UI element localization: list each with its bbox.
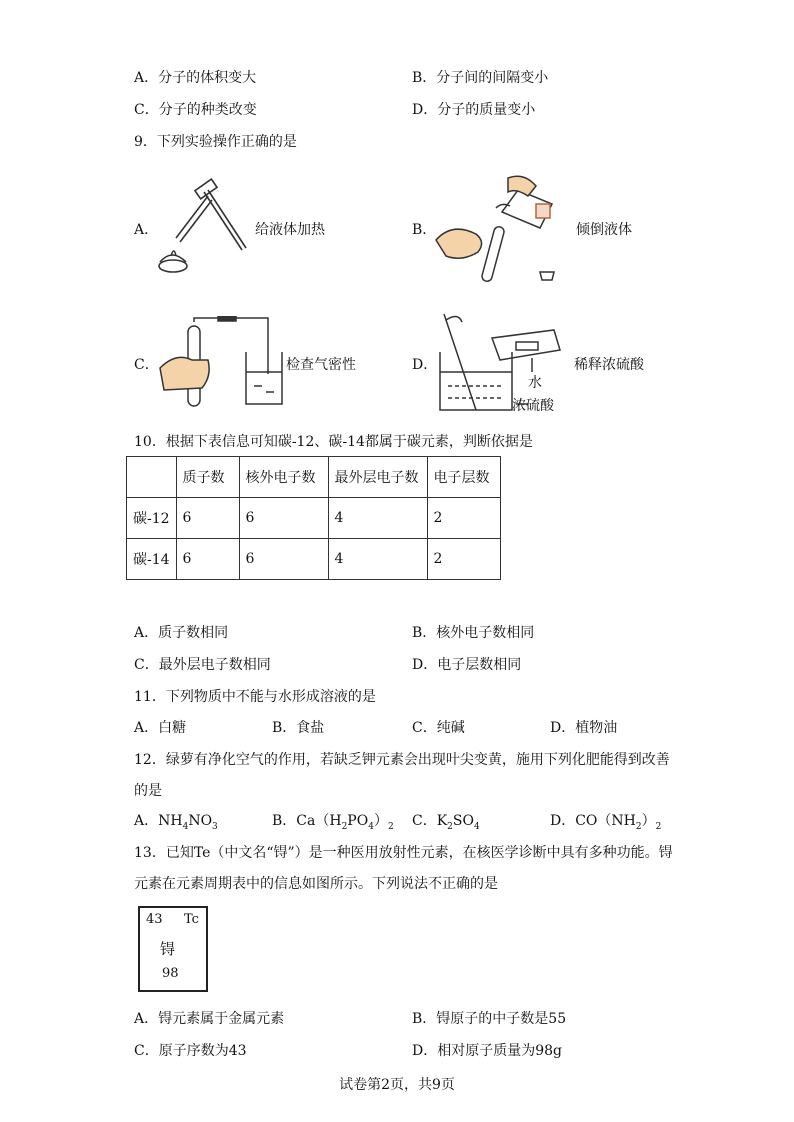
q12-stem-line1: 12．绿萝有净化空气的作用，若缺乏钾元素会出现叶尖变黄，施用下列化肥能得到改善 — [134, 752, 670, 768]
carbon-isotope-table — [126, 456, 501, 580]
table-cell: 2 — [427, 539, 500, 580]
q10-option-b: B．核外电子数相同 — [412, 625, 535, 641]
q8-option-b: B．分子间的间隔变小 — [412, 70, 549, 86]
table-header-cell: 质子数 — [176, 457, 239, 498]
table-header-cell — [127, 457, 177, 498]
q10-stem: 10．根据下表信息可知碳-12、碳-14都属于碳元素，判断依据是 — [134, 434, 533, 450]
q9-stem: 9．下列实验操作正确的是 — [134, 134, 297, 150]
q13-option-b: B．锝原子的中子数是55 — [412, 1011, 567, 1027]
q12-option-d: D．$CO(NH_2)_2$ — [550, 813, 662, 832]
q9-d-label-water: 水 — [528, 375, 542, 391]
table-cell: 6 — [239, 498, 328, 539]
element-card — [138, 906, 208, 992]
table-header-cell: 电子层数 — [427, 457, 500, 498]
q13-option-d: D．相对原子质量为98g — [412, 1043, 563, 1059]
q10-option-c: C．最外层电子数相同 — [134, 657, 271, 673]
element-atomic-mass: 98 — [162, 966, 179, 981]
q11-option-a: A．白糖 — [134, 720, 187, 736]
q8-option-c: C．分子的种类改变 — [134, 102, 257, 118]
q13-option-c: C．原子序数为43 — [134, 1043, 247, 1059]
q12-option-c: C．$K_2SO_4$ — [412, 813, 480, 832]
table-header-cell: 核外电子数 — [239, 457, 328, 498]
table-cell: 碳-14 — [127, 539, 177, 580]
q12-option-b: B．$Ca(H_2PO_4)_2$ — [272, 813, 394, 832]
table-cell: 6 — [239, 539, 328, 580]
q8-option-a: A．分子的体积变大 — [134, 70, 257, 86]
table-row — [127, 539, 501, 580]
q11-option-b: B．食盐 — [272, 720, 325, 736]
q9-option-a-letter: A． — [134, 222, 159, 238]
q9-option-d-letter: D． — [412, 357, 438, 373]
q13-stem-line1: 13．已知Te（中文名“锝”）是一种医用放射性元素，在核医学诊断中具有多种功能。锝 — [134, 845, 673, 861]
q9-option-d-caption: 稀释浓硫酸 — [574, 357, 644, 373]
table-header-cell: 最外层电子数 — [328, 457, 427, 498]
page-footer: 试卷第2页，共9页 — [339, 1077, 455, 1093]
q9-option-c-caption: 检查气密性 — [286, 357, 356, 373]
q11-option-c: C．纯碱 — [412, 720, 465, 736]
element-name: 锝 — [160, 940, 176, 958]
table-cell: 4 — [328, 498, 427, 539]
q8-option-d: D．分子的质量变小 — [412, 102, 536, 118]
heating-liquid-figure — [152, 178, 256, 278]
q13-option-a: A．锝元素属于金属元素 — [134, 1011, 285, 1027]
table-row — [127, 498, 501, 539]
q12-stem-line2: 的是 — [134, 783, 162, 799]
q13-stem-line2: 元素在元素周期表中的信息如图所示。下列说法不正确的是 — [134, 876, 498, 892]
table-cell: 碳-12 — [127, 498, 177, 539]
table-header-row — [127, 457, 501, 498]
table-cell: 4 — [328, 539, 427, 580]
q9-option-a-caption: 给液体加热 — [255, 222, 325, 238]
q11-option-d: D．植物油 — [550, 720, 618, 736]
element-atomic-number: 43 — [146, 912, 163, 927]
element-symbol: Tc — [184, 912, 199, 927]
q10-option-d: D．电子层数相同 — [412, 657, 522, 673]
q12-option-a: A．$NH_4NO_3$ — [134, 813, 218, 832]
pouring-liquid-figure — [432, 172, 572, 284]
q11-stem: 11．下列物质中不能与水形成溶液的是 — [134, 689, 376, 705]
q9-option-b-letter: B． — [412, 222, 437, 238]
table-cell: 6 — [176, 539, 239, 580]
q9-option-b-caption: 倾倒液体 — [576, 222, 632, 238]
q10-option-a: A．质子数相同 — [134, 625, 229, 641]
q9-option-c-letter: C． — [134, 357, 159, 373]
table-cell: 6 — [176, 498, 239, 539]
airtightness-check-figure — [158, 316, 286, 412]
table-cell: 2 — [427, 498, 500, 539]
q9-d-label-acid: 浓硫酸 — [512, 398, 554, 414]
